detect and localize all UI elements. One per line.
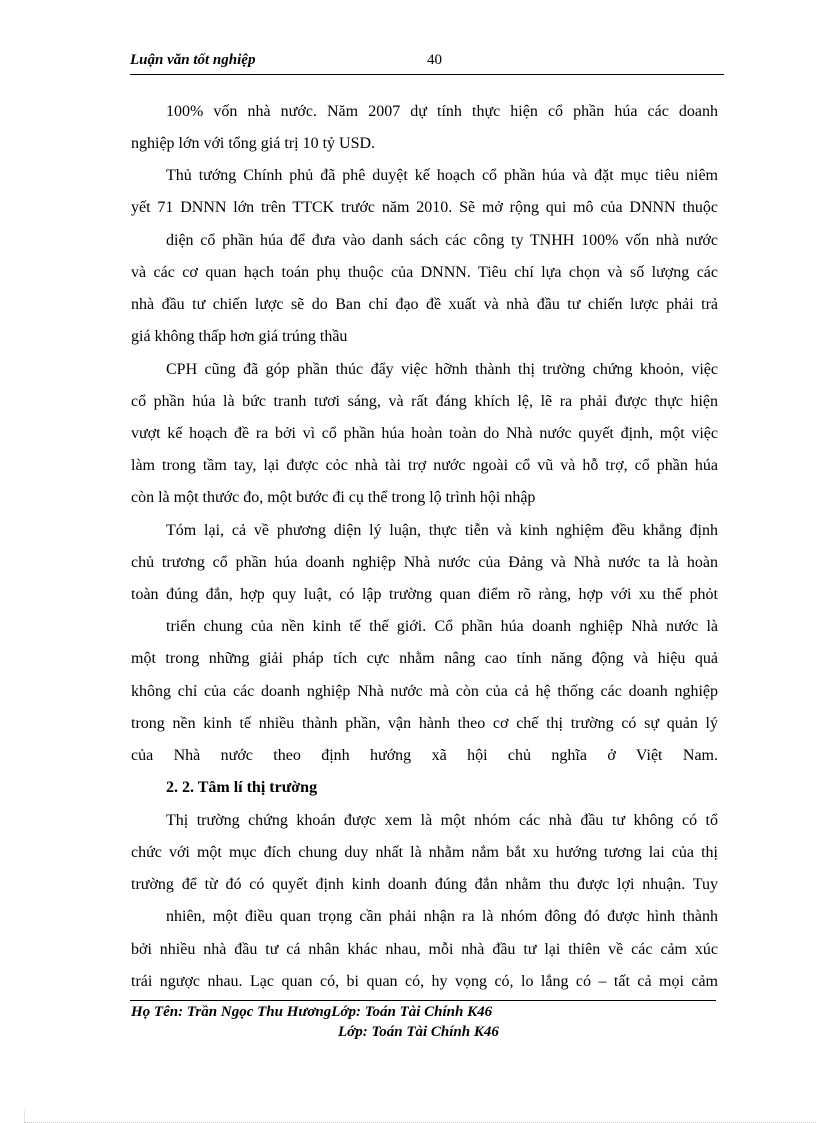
text-line: giá không thấp hơn giá trúng thầu [131,328,348,345]
text-line: chức với một mục đích chung duy nhất là nhằm nắm bắt xu hướng tương lai của thị [131,844,718,861]
page-boundary-corner [24,1110,25,1123]
text-line: trường để từ đó có quyết định kinh doanh đúng đắn nhằm thu được lợi nhuận. Tuy [131,876,718,893]
footer-class: Lớp: Toán Tài Chính K46 [338,1024,499,1040]
footer-author: Họ Tên: Trần Ngọc Thu HươngLớp: Toán Tài Chính K46 [131,1004,493,1020]
text-line: chủ trương cổ phần húa doanh nghiệp Nhà nước của Đảng và Nhà nước ta là hoàn [131,554,718,571]
text-line: trái ngược nhau. Lạc quan có, bi quan có, hy vọng có, lo lắng có – tất cả mọi cảm [131,973,718,990]
text-line: toàn đúng đắn, hợp quy luật, có lập trường quan điểm rõ ràng, hợp với xu thế phỏt [131,586,718,603]
text-line: cổ phần húa là bức tranh tươi sáng, và rất đáng khích lệ, lẽ ra phải được thực hiện [131,393,718,410]
text-line: nhà đầu tư chiến lược sẽ do Ban chỉ đạo đề xuất và nhà đầu tư chiến lược phải trả [131,296,718,313]
text-line: triển chung của nền kinh tế thế giới. Cổ phần húa doanh nghiệp Nhà nước là [166,618,718,635]
page-number: 40 [427,52,442,68]
text-line: bởi nhiều nhà đầu tư cá nhân khác nhau, mỗi nhà đầu tư lại thiên về các cảm xúc [131,941,718,958]
text-line: Thủ tướng Chính phủ đã phê duyệt kế hoạch cổ phần húa và đặt mục tiêu niêm [166,167,718,184]
text-line: nghiệp lớn với tổng giá trị 10 tỷ USD. [131,135,376,152]
text-line: CPH cũng đã góp phần thúc đẩy việc hỡnh thành thị trường chứng khoỏn, việc [166,361,718,378]
text-line: Thị trường chứng khoán được xem là một nhóm các nhà đầu tư không có tổ [166,812,718,829]
page-header [130,52,724,75]
text-line: diện cổ phần húa để đưa vào danh sách các công ty TNHH 100% vốn nhà nước [166,232,718,249]
text-line: yết 71 DNNN lớn trên TTCK trước năm 2010. Sẽ mở rộng qui mô của DNNN thuộc [131,199,718,216]
header-title: Luận văn tốt nghiệp [130,52,256,68]
text-line: không chỉ của các doanh nghiệp Nhà nước mà còn của cả hệ thống các doanh nghiệp [131,683,718,700]
text-line: 100% vốn nhà nước. Năm 2007 dự tính thực hiện cổ phần húa các doanh [166,103,718,120]
text-line: còn là một thước đo, một bước đi cụ thể trong lộ trình hội nhập [131,489,536,506]
text-line: làm trong tầm tay, lại được cỏc nhà tài trợ nước ngoài cổ vũ và hỗ trợ, cổ phần húa [131,457,718,474]
text-line: trong nền kinh tế nhiều thành phần, vận hành theo cơ chế thị trường có sự quản lý [131,715,718,732]
text-line: của Nhà nước theo định hướng xã hội chủ nghĩa ở Việt Nam. [131,747,718,764]
footer-divider [130,1000,716,1001]
text-line: một trong những giải pháp tích cực nhằm nâng cao tính năng động và hiệu quả [131,650,718,667]
text-line: Tóm lại, cả về phương diện lý luận, thực tiễn và kinh nghiệm đều khẳng định [166,522,718,539]
text-line: nhiên, một điều quan trọng cần phải nhận ra là nhóm đông đó được hình thành [166,908,718,925]
text-line: vượt kế hoạch đề ra bởi vì cổ phần húa hoàn toàn do Nhà nước quyết định, một việc [131,425,718,442]
text-line: và các cơ quan hạch toán phụ thuộc của DNNN. Tiêu chí lựa chọn và số lượng các [131,264,718,281]
section-heading: 2. 2. Tâm lí thị trường [166,779,318,796]
